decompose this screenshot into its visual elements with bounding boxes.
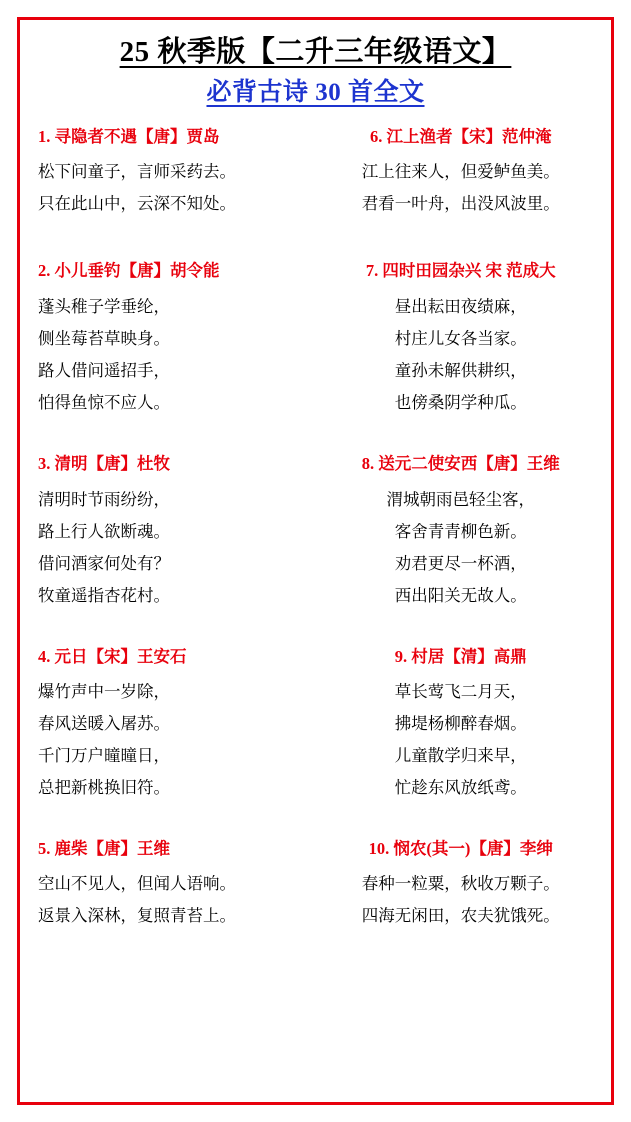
poem-line: 只在此山中，云深不知处。	[38, 194, 236, 214]
poem-line: 总把新桃换旧符。	[38, 778, 170, 798]
poem-line: 客舍青青柳色新。	[394, 522, 527, 542]
poem-line: 忙趁东风放纸鸢。	[394, 778, 527, 798]
poem-line: 渭城朝雨邑轻尘客，	[386, 489, 535, 509]
poem-line: 童孙未解供耕织，	[394, 361, 527, 381]
poem-heading: 2. 小儿垂钓【唐】胡令能	[38, 261, 220, 281]
left-column	[38, 126, 303, 955]
poem-line: 牧童遥指杏花村。	[38, 586, 170, 606]
title-block	[38, 34, 593, 109]
poem-line: 侧坐莓苔草映身。	[38, 328, 170, 348]
page-subtitle: 必背古诗 30 首全文	[206, 79, 425, 107]
poem-line: 怕得鱼惊不应人。	[38, 393, 170, 413]
poem-heading: 1. 寻隐者不遇【唐】贾岛	[38, 126, 220, 146]
poem-line: 君看一叶舟，出没风波里。	[361, 194, 560, 214]
poem-line: 村庄儿女各当家。	[394, 328, 527, 348]
poem-line: 西出阳关无故人。	[394, 586, 527, 606]
poem-heading: 4. 元日【宋】王安石	[38, 646, 187, 666]
poem-line: 草长莺飞二月天，	[394, 681, 527, 701]
poem-entry	[38, 646, 303, 805]
poem-line: 儿童散学归来早，	[394, 746, 527, 766]
poem-entry	[329, 126, 594, 221]
poem-line: 千门万户曈曈日，	[38, 746, 170, 766]
poem-heading: 9. 村居【清】高鼎	[394, 646, 527, 666]
poem-line: 春风送暖入屠苏。	[38, 714, 170, 734]
poem-line: 拂堤杨柳醉春烟。	[394, 714, 527, 734]
poem-heading: 7. 四时田园杂兴 宋 范成大	[365, 261, 556, 281]
poem-line: 蓬头稚子学垂纶，	[38, 296, 170, 316]
poem-heading: 10. 悯农(其一)【唐】李绅	[368, 838, 553, 858]
poem-entry	[329, 260, 594, 419]
poem-line: 爆竹声中一岁除，	[38, 681, 170, 701]
poem-heading: 8. 送元二使安西【唐】王维	[361, 454, 560, 474]
poem-entry	[38, 838, 303, 933]
poem-entry	[38, 260, 303, 419]
poem-entry	[329, 453, 594, 612]
poem-line: 昼出耘田夜绩麻，	[394, 296, 527, 316]
right-column	[329, 126, 594, 955]
poem-heading: 6. 江上渔者【宋】范仲淹	[370, 126, 552, 146]
poem-line: 劝君更尽一杯酒，	[394, 554, 527, 574]
poem-heading: 5. 鹿柴【唐】王维	[38, 838, 170, 858]
poem-entry	[329, 646, 594, 805]
red-border-frame	[17, 17, 614, 1105]
poem-line: 松下问童子，言师采药去。	[38, 161, 236, 181]
poem-line: 借问酒家何处有？	[38, 554, 170, 574]
poem-columns	[38, 126, 593, 955]
poem-line: 四海无闲田，农夫犹饿死。	[361, 906, 560, 926]
poem-line: 路人借问遥招手，	[38, 361, 170, 381]
poem-line: 返景入深林，复照青苔上。	[38, 906, 236, 926]
poem-line: 春种一粒粟，秋收万颗子。	[361, 874, 560, 894]
page-title: 25 秋季版【二升三年级语文】	[119, 36, 512, 68]
poem-entry	[329, 838, 594, 933]
poem-line: 路上行人欲断魂。	[38, 522, 170, 542]
poem-entry	[38, 453, 303, 612]
poem-line: 清明时节雨纷纷，	[38, 489, 170, 509]
poem-line: 江上往来人，但爱鲈鱼美。	[361, 161, 560, 181]
poem-entry	[38, 126, 303, 221]
poem-heading: 3. 清明【唐】杜牧	[38, 454, 170, 474]
poem-line: 也傍桑阴学种瓜。	[394, 393, 527, 413]
poem-line: 空山不见人，但闻人语响。	[38, 874, 236, 894]
